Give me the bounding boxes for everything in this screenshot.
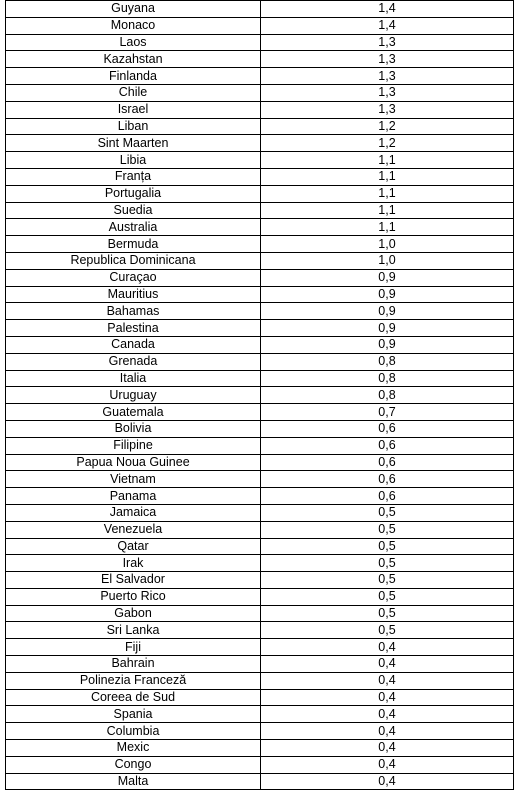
table-row xyxy=(6,723,514,740)
table-row xyxy=(6,286,514,303)
table-row xyxy=(6,236,514,253)
country-cell: Polinezia Franceză xyxy=(6,672,261,689)
value-cell: 1,1 xyxy=(261,152,514,169)
value-cell: 1,3 xyxy=(261,34,514,51)
value-cell: 0,9 xyxy=(261,286,514,303)
table-row xyxy=(6,773,514,790)
country-cell: Malta xyxy=(6,773,261,790)
value-cell: 1,3 xyxy=(261,84,514,101)
value-cell: 0,8 xyxy=(261,387,514,404)
table-row xyxy=(6,34,514,51)
country-cell: Finlanda xyxy=(6,68,261,85)
country-cell: Bolivia xyxy=(6,420,261,437)
table-row xyxy=(6,185,514,202)
country-cell: Australia xyxy=(6,219,261,236)
value-cell: 0,8 xyxy=(261,370,514,387)
country-cell: Congo xyxy=(6,756,261,773)
value-cell: 0,4 xyxy=(261,723,514,740)
value-cell: 1,0 xyxy=(261,236,514,253)
value-cell: 0,6 xyxy=(261,420,514,437)
country-cell: Venezuela xyxy=(6,521,261,538)
table-row xyxy=(6,538,514,555)
value-cell: 0,4 xyxy=(261,689,514,706)
country-cell: Mauritius xyxy=(6,286,261,303)
country-cell: Franța xyxy=(6,168,261,185)
table-row xyxy=(6,639,514,656)
table-row xyxy=(6,521,514,538)
value-cell: 1,1 xyxy=(261,185,514,202)
country-cell: Chile xyxy=(6,84,261,101)
value-cell: 1,4 xyxy=(261,1,514,18)
value-cell: 1,4 xyxy=(261,17,514,34)
value-cell: 0,5 xyxy=(261,538,514,555)
table-row xyxy=(6,572,514,589)
table-row xyxy=(6,740,514,757)
table-row xyxy=(6,588,514,605)
table-row xyxy=(6,404,514,421)
table-row xyxy=(6,68,514,85)
country-cell: Jamaica xyxy=(6,504,261,521)
country-cell: Columbia xyxy=(6,723,261,740)
country-cell: Canada xyxy=(6,336,261,353)
value-cell: 1,1 xyxy=(261,168,514,185)
value-cell: 0,4 xyxy=(261,672,514,689)
table-row xyxy=(6,202,514,219)
country-cell: Sri Lanka xyxy=(6,622,261,639)
table-row xyxy=(6,320,514,337)
table-row xyxy=(6,689,514,706)
table-row xyxy=(6,353,514,370)
table-row xyxy=(6,504,514,521)
table-row xyxy=(6,488,514,505)
country-value-table xyxy=(5,0,514,790)
country-cell: Italia xyxy=(6,370,261,387)
country-cell: Kazahstan xyxy=(6,51,261,68)
country-cell: Libia xyxy=(6,152,261,169)
table-row xyxy=(6,706,514,723)
value-cell: 1,1 xyxy=(261,219,514,236)
table-row xyxy=(6,370,514,387)
country-cell: Uruguay xyxy=(6,387,261,404)
table-row xyxy=(6,622,514,639)
country-cell: Coreea de Sud xyxy=(6,689,261,706)
table-row xyxy=(6,471,514,488)
country-cell: Guyana xyxy=(6,1,261,18)
value-cell: 0,4 xyxy=(261,639,514,656)
value-cell: 0,7 xyxy=(261,404,514,421)
value-cell: 0,4 xyxy=(261,773,514,790)
value-cell: 0,4 xyxy=(261,706,514,723)
country-cell: Guatemala xyxy=(6,404,261,421)
table-row xyxy=(6,101,514,118)
table-row xyxy=(6,219,514,236)
country-cell: Liban xyxy=(6,118,261,135)
table-row xyxy=(6,555,514,572)
country-cell: Filipine xyxy=(6,437,261,454)
country-cell: Mexic xyxy=(6,740,261,757)
table-row xyxy=(6,656,514,673)
table-row xyxy=(6,303,514,320)
country-cell: Curaçao xyxy=(6,269,261,286)
table-row xyxy=(6,269,514,286)
value-cell: 0,4 xyxy=(261,656,514,673)
table-row xyxy=(6,135,514,152)
country-cell: Suedia xyxy=(6,202,261,219)
value-cell: 0,9 xyxy=(261,303,514,320)
country-cell: Spania xyxy=(6,706,261,723)
value-cell: 1,3 xyxy=(261,51,514,68)
country-cell: El Salvador xyxy=(6,572,261,589)
country-cell: Puerto Rico xyxy=(6,588,261,605)
country-cell: Gabon xyxy=(6,605,261,622)
table-row xyxy=(6,420,514,437)
country-cell: Fiji xyxy=(6,639,261,656)
value-cell: 0,5 xyxy=(261,588,514,605)
value-cell: 0,4 xyxy=(261,740,514,757)
country-cell: Israel xyxy=(6,101,261,118)
value-cell: 0,9 xyxy=(261,320,514,337)
value-cell: 0,4 xyxy=(261,756,514,773)
value-cell: 0,6 xyxy=(261,471,514,488)
country-cell: Portugalia xyxy=(6,185,261,202)
country-cell: Bahamas xyxy=(6,303,261,320)
value-cell: 0,5 xyxy=(261,504,514,521)
country-cell: Irak xyxy=(6,555,261,572)
country-cell: Laos xyxy=(6,34,261,51)
value-cell: 0,9 xyxy=(261,336,514,353)
table-row xyxy=(6,387,514,404)
table-row xyxy=(6,51,514,68)
value-cell: 1,2 xyxy=(261,118,514,135)
value-cell: 1,0 xyxy=(261,252,514,269)
country-cell: Monaco xyxy=(6,17,261,34)
table-row xyxy=(6,84,514,101)
value-cell: 0,5 xyxy=(261,521,514,538)
value-cell: 0,5 xyxy=(261,622,514,639)
value-cell: 0,6 xyxy=(261,488,514,505)
value-cell: 1,1 xyxy=(261,202,514,219)
table-row xyxy=(6,437,514,454)
value-cell: 0,9 xyxy=(261,269,514,286)
value-cell: 0,6 xyxy=(261,437,514,454)
country-cell: Sint Maarten xyxy=(6,135,261,152)
table-body xyxy=(6,1,514,790)
table-row xyxy=(6,672,514,689)
value-cell: 1,3 xyxy=(261,68,514,85)
value-cell: 1,2 xyxy=(261,135,514,152)
value-cell: 1,3 xyxy=(261,101,514,118)
value-cell: 0,5 xyxy=(261,555,514,572)
table-row xyxy=(6,605,514,622)
country-cell: Panama xyxy=(6,488,261,505)
country-cell: Palestina xyxy=(6,320,261,337)
value-cell: 0,5 xyxy=(261,572,514,589)
country-cell: Bermuda xyxy=(6,236,261,253)
value-cell: 0,5 xyxy=(261,605,514,622)
data-table-container xyxy=(5,0,513,790)
country-cell: Bahrain xyxy=(6,656,261,673)
table-row xyxy=(6,336,514,353)
country-cell: Grenada xyxy=(6,353,261,370)
table-row xyxy=(6,1,514,18)
table-row xyxy=(6,252,514,269)
country-cell: Qatar xyxy=(6,538,261,555)
table-row xyxy=(6,17,514,34)
country-cell: Papua Noua Guinee xyxy=(6,454,261,471)
table-row xyxy=(6,168,514,185)
table-row xyxy=(6,152,514,169)
table-row xyxy=(6,454,514,471)
country-cell: Vietnam xyxy=(6,471,261,488)
table-row xyxy=(6,118,514,135)
country-cell: Republica Dominicana xyxy=(6,252,261,269)
value-cell: 0,6 xyxy=(261,454,514,471)
value-cell: 0,8 xyxy=(261,353,514,370)
table-row xyxy=(6,756,514,773)
